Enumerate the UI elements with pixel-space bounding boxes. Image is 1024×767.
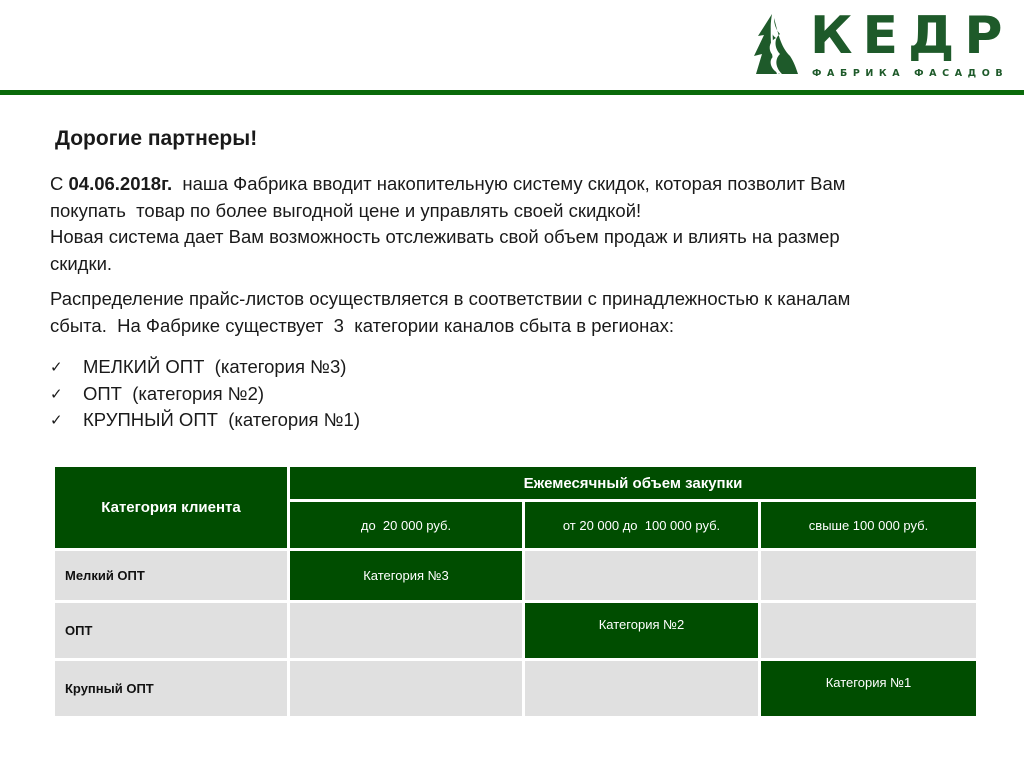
- greeting-heading: Дорогие партнеры!: [55, 127, 258, 150]
- empty-cell: [525, 551, 761, 603]
- checklist-item-label: ОПТ (категория №2): [83, 382, 265, 404]
- row-label: Мелкий ОПТ: [55, 551, 290, 603]
- empty-cell: [525, 661, 761, 719]
- header-monthly-volume: Ежемесячный объем закупки: [290, 467, 979, 502]
- category-cell: Категория №3: [290, 551, 525, 603]
- brand-name: КЕДР: [810, 6, 1013, 66]
- volume-column-header: свыше 100 000 руб.: [761, 502, 979, 551]
- volume-column-header: от 20 000 до 100 000 руб.: [525, 502, 761, 551]
- volume-column-header: до 20 000 руб.: [290, 502, 525, 551]
- checkmark-icon: ✓: [50, 358, 63, 376]
- distribution-paragraph: [50, 286, 990, 339]
- empty-cell: [290, 603, 525, 661]
- intro-line-1-rest: наша Фабрика вводит накопительную систему скидок, которая позволит Вам: [172, 173, 846, 194]
- intro-line-4: скидки.: [50, 252, 113, 274]
- distribution-line-1: Распределение прайс-листов осуществляется в соответствии с принадлежностью к каналам: [50, 288, 851, 309]
- cedar-tree-icon: [750, 12, 802, 76]
- checklist-item: [50, 381, 360, 408]
- checklist-item: [50, 354, 360, 381]
- checkmark-icon: ✓: [50, 384, 63, 403]
- row-label: ОПТ: [55, 603, 290, 661]
- checklist-item-label: КРУПНЫЙ ОПТ (категория №1): [83, 409, 361, 430]
- checklist-item-label: МЕЛКИЙ ОПТ (категория №3): [83, 356, 347, 377]
- intro-paragraph: [50, 171, 990, 277]
- table-row: [55, 661, 979, 719]
- row-label: Крупный ОПТ: [55, 661, 290, 719]
- header-client-category: Категория клиента: [55, 467, 290, 551]
- empty-cell: [290, 661, 525, 719]
- intro-line-2: покупать товар по более выгодной цене и управлять своей скидкой!: [50, 199, 642, 221]
- category-checklist: [50, 354, 360, 434]
- header-divider: [0, 90, 1024, 95]
- table-row: [55, 603, 979, 661]
- empty-cell: [761, 603, 979, 661]
- category-cell: Категория №2: [525, 603, 761, 661]
- checkmark-icon: ✓: [50, 411, 63, 429]
- distribution-line-2: сбыта. На Фабрике существует 3 категории каналов сбыта в регионах:: [50, 314, 675, 336]
- intro-date: 04.06.2018г.: [68, 173, 173, 194]
- empty-cell: [761, 551, 979, 603]
- checklist-item: [50, 407, 360, 434]
- intro-line-1: [50, 171, 990, 198]
- intro-line-3: Новая система дает Вам возможность отслеживать свой объем продаж и влиять на размер: [50, 226, 840, 247]
- brand-logo: [750, 6, 1013, 82]
- intro-prefix: С: [50, 173, 69, 194]
- category-table: [55, 467, 979, 719]
- category-cell: Категория №1: [761, 661, 979, 719]
- table-row: [55, 551, 979, 603]
- brand-subtitle: ФАБРИКА ФАСАДОВ: [812, 68, 1009, 79]
